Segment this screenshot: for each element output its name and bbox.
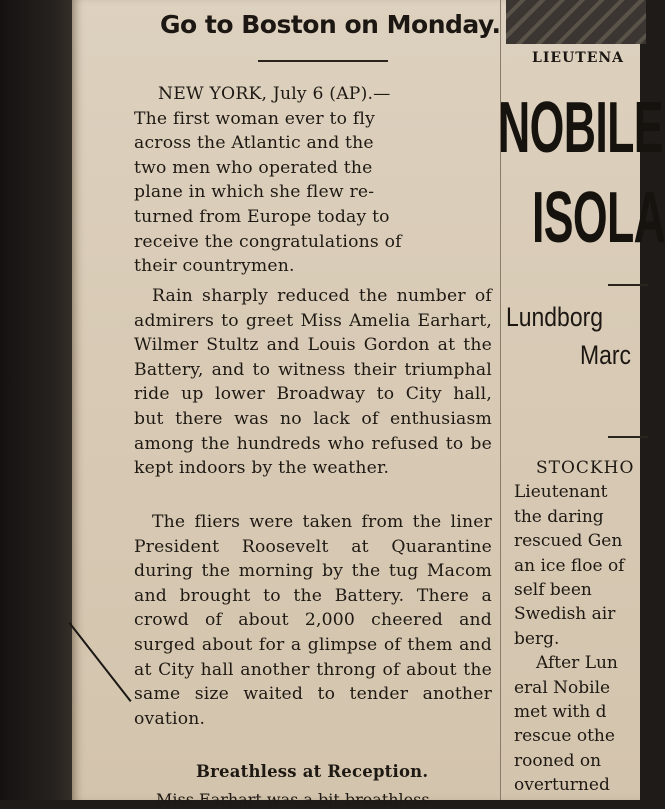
lead-line: two men who operated the (134, 157, 373, 178)
right-text-line: rooned on (514, 750, 602, 771)
right-headline-line-2: ISOLA (532, 178, 665, 258)
right-text-line: Swedish air (514, 604, 616, 625)
article-paragraph-2 (134, 284, 492, 481)
photo-caption: LIEUTENA (532, 50, 625, 66)
lead-dateline-line: NEW YORK, July 6 (AP).— (158, 84, 391, 104)
cut-off-line: Miss Earhart was a bit breathless (156, 790, 430, 809)
article-lead-paragraph (134, 82, 492, 279)
right-text-line: an ice floe of (514, 555, 625, 576)
right-text-line: the daring (514, 506, 604, 527)
right-text-line: overturned (514, 775, 610, 796)
right-text-line: rescued Gen (514, 531, 623, 552)
article-subhead: Breathless at Reception. (196, 762, 429, 781)
article-headline: Go to Boston on Monday. (160, 10, 501, 39)
lead-line: turned from Europe today to (134, 206, 390, 227)
right-deck-line-1: Lundborg (506, 302, 603, 332)
lead-line: The first woman ever to fly (134, 108, 375, 129)
article-paragraph-3 (134, 510, 492, 731)
right-text-line: rescue othe (514, 726, 615, 747)
right-text-line: Lieutenant (514, 482, 608, 503)
right-headline-line-1: NOBILE (498, 88, 663, 168)
paragraph-text: The fliers were taken from the liner President Roosevelt at Quarantine during the morning by the tug Macom and brought to the Battery. There a crowd of about 2,000 cheered and surged about for a glimpse of them and at City hall another throng of about the same size waited to tender another ovation. (134, 512, 492, 729)
dark-background (0, 0, 78, 800)
photo-fragment (506, 0, 646, 44)
right-text-line: self been (514, 579, 592, 600)
right-article-text (514, 456, 648, 797)
right-column (498, 0, 665, 800)
right-text-line: After Lun (536, 653, 618, 674)
right-text-line: eral Nobile (514, 677, 611, 698)
right-text-line: berg. (514, 628, 560, 649)
lead-line: their countrymen. (134, 256, 295, 277)
lead-line: across the Atlantic and the (134, 133, 374, 154)
lead-line: receive the congratulations of (134, 231, 402, 252)
deck-rule (608, 436, 648, 438)
right-text-line: STOCKHO (536, 458, 635, 478)
headline-rule (258, 60, 388, 62)
right-text-line: met with d (514, 701, 607, 722)
deck-rule (608, 284, 648, 286)
right-deck-line-2: Marc (580, 340, 631, 370)
paragraph-text: Rain sharply reduced the number of admirers to greet Miss Amelia Earhart, Wilmer Stultz and Louis Gordon at the Battery, and to witness their triumphal ride up lower Broadway to City hall, but there was no lack of enthusiasm among the hundreds who refused to be kept indoors by the weather. (134, 286, 492, 479)
lead-line: plane in which she flew re- (134, 182, 375, 203)
